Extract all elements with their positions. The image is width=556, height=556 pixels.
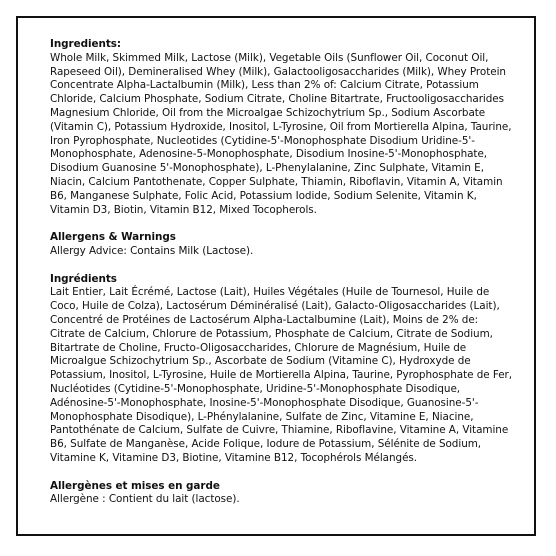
section-ingredients-fr [50,273,512,466]
section-spacer [50,259,512,273]
section-body-ingredients-fr: Lait Entier, Lait Écrémé, Lactose (Lait), Huiles Végétales (Huile de Tournesol, Huile de Coco, Huile de Colza), Lactosérum Déminéralisé (Lait), Galacto-Oligosaccharides (Lait), Concentré de Protéines de Lactosérum Alpha-Lactalbumine (Lait), Moins de 2% de: Citrate de Calcium, Chlorure de Potassium, Phosphate de Calcium, Citrate de Sodium, Bitartrate de Choline, Fructo-Oligosaccharides, Chlorure de Magnésium, Huile de Microalgue Schizochytrium Sp., Ascorbate de Sodium (Vitamine C), Hydroxyde de Potassium, Inositol, L-Tyrosine, Huile de Mortierella Alpina, Taurine, Pyrophosphate de Fer, Nucléotides (Cytidine-5'-Monophosphate, Uridine-5'-Monophosphate Disodique, Adénosine-5'-Monophosphate, Inosine-5'-Monophosphate Disodique, Guanosine-5'-Monophosphate Disodique), L-Phénylalanine, Sulfate de Zinc, Vitamine E, Niacine, Pantothénate de Calcium, Sulfate de Cuivre, Thiamine, Riboflavine, Vitamine A, Vitamine B6, Sulfate de Manganèse, Acide Folique, Iodure de Potassium, Sélénite de Sodium, Vitamine K, Vitamine D3, Biotine, Vitamine B12, Tocophérols Mélangés. [50,286,513,464]
section-spacer [50,217,512,231]
section-heading-allergens-en: Allergens & Warnings [50,231,176,244]
section-allergens-fr [50,480,512,508]
section-body-allergens-fr: Allergène : Contient du lait (lactose). [50,493,240,506]
ingredients-label-panel [16,16,536,536]
section-spacer [50,466,512,480]
section-heading-ingredients-en: Ingredients: [50,38,122,50]
section-ingredients-en [50,38,512,217]
section-heading-allergens-fr: Allergènes et mises en garde [50,479,220,492]
section-heading-ingredients-fr: Ingrédients [50,272,117,285]
ingredients-label-content [50,38,512,507]
section-allergens-en [50,231,512,259]
section-body-allergens-en: Allergy Advice: Contains Milk (Lactose). [50,244,254,257]
section-body-ingredients-en: Whole Milk, Skimmed Milk, Lactose (Milk), Vegetable Oils (Sunflower Oil, Coconut Oil, Rapeseed Oil), Demineralised Whey (Milk), Galactooligosaccharides (Milk), Whey Protein Concentrate Alpha-Lactalbumin (Milk), Less than 2% of: Calcium Citrate, Potassium Chloride, Calcium Phosphate, Sodium Citrate, Choline Bitartrate, Fructooligosaccharides Magnesium Chloride, Oil from the Microalgae Schizochytrium Sp., Sodium Ascorbate (Vitamin C), Potassium Hydroxide, Inositol, L-Tyrosine, Oil from Mortierella Alpina, Taurine, Iron Pyrophosphate, Nucleotides (Cytidine-5'-Monophosphate Disodium Uridine-5'-Monophosphate, Adenosine-5-Monophosphate, Disodium Inosine-5'-Monophosphate, Disodium Guanosine 5'-Monophosphate), L-Phenylalanine, Zinc Sulphate, Vitamin E, Niacin, Calcium Pantothenate, Copper Sulphate, Thiamin, Riboflavin, Vitamin A, Vitamin B6, Manganese Sulphate, Folic Acid, Potassium Iodide, Sodium Selenite, Vitamin K, Vitamin D3, Biotin, Vitamin B12, Mixed Tocopherols. [50,51,512,216]
